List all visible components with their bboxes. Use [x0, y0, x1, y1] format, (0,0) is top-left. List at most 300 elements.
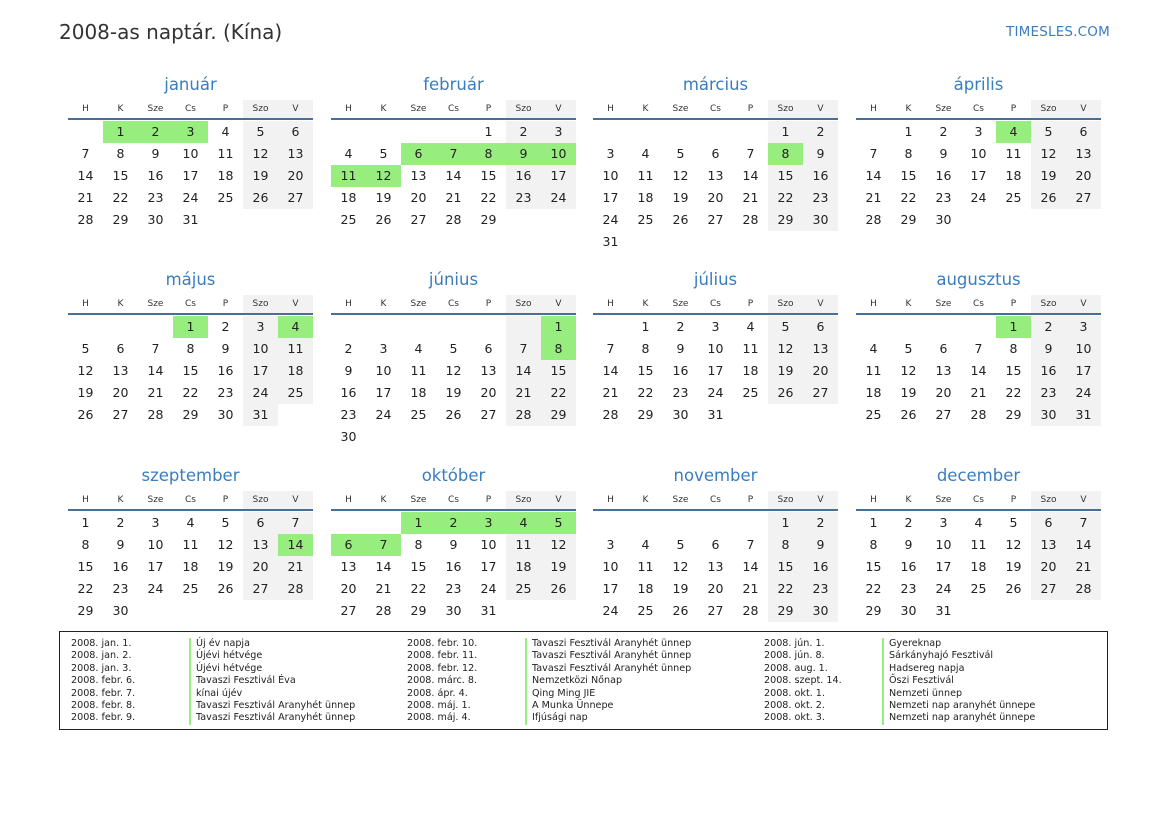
month-name: szeptember [141, 466, 240, 485]
day-cell: 25 [637, 603, 654, 618]
day-cell: 9 [116, 537, 125, 552]
weekday-label: K [642, 299, 649, 309]
day-cell: 8 [81, 537, 90, 552]
day-cell: 18 [217, 168, 234, 183]
legend-item [764, 638, 1035, 650]
day-cell: 6 [803, 316, 838, 338]
day-cell: 10 [147, 537, 164, 552]
day-cell: 6 [1031, 512, 1066, 534]
legend-item [764, 650, 1035, 662]
empty-cell [471, 426, 506, 448]
day-cell: 13 [707, 559, 724, 574]
day-cell: 2 [436, 512, 471, 534]
day-cell: 4 [869, 341, 878, 356]
day-cell: 30 [112, 603, 129, 618]
holiday-name: A Munka Ünnepe [525, 700, 613, 712]
holiday-date: 2008. jún. 8. [764, 650, 825, 662]
month-12 [856, 461, 1101, 622]
day-cell: 5 [1009, 515, 1018, 530]
weekday-label: Sze [935, 495, 952, 505]
day-cell: 30 [1031, 404, 1066, 426]
day-cell: 24 [935, 581, 952, 596]
weekday-header [331, 100, 576, 120]
day-cell: 31 [182, 212, 199, 227]
empty-cell [1066, 209, 1101, 231]
day-cell: 19 [541, 556, 576, 578]
day-cell: 20 [480, 385, 497, 400]
day-cell: 5 [676, 146, 685, 161]
weekday-label: K [905, 495, 912, 505]
month-name: május [165, 270, 216, 289]
day-cell: 14 [77, 168, 94, 183]
day-cell: 12 [77, 363, 94, 378]
day-cell: 23 [340, 407, 357, 422]
empty-cell [628, 121, 663, 143]
day-cell: 2 [506, 121, 541, 143]
month-name: november [673, 466, 758, 485]
weekday-header [331, 491, 576, 511]
day-cell: 17 [602, 581, 619, 596]
day-cell: 3 [606, 537, 615, 552]
day-cell: 15 [1005, 363, 1022, 378]
day-cell: 19 [900, 385, 917, 400]
day-cell: 25 [865, 407, 882, 422]
empty-cell [243, 209, 278, 231]
weekday-label: Sze [147, 104, 164, 114]
day-cell: 23 [1031, 382, 1066, 404]
legend-column [71, 638, 355, 725]
day-cell: 17 [935, 559, 952, 574]
day-cell: 24 [602, 603, 619, 618]
day-cell: 24 [375, 407, 392, 422]
day-cell: 23 [935, 190, 952, 205]
day-cell: 10 [541, 143, 576, 165]
empty-cell [926, 316, 961, 338]
day-cell: 12 [768, 338, 803, 360]
day-cell: 19 [243, 165, 278, 187]
empty-cell [891, 316, 926, 338]
day-cell: 27 [707, 212, 724, 227]
holiday-date: 2008. ápr. 4. [407, 687, 468, 699]
weekday-label: Szo [1031, 100, 1066, 118]
day-cell: 2 [676, 319, 685, 334]
day-cell: 19 [672, 190, 689, 205]
day-cell: 22 [182, 385, 199, 400]
day-cell: 29 [112, 212, 129, 227]
day-cell: 26 [541, 578, 576, 600]
day-cell: 1 [484, 124, 493, 139]
day-cell: 16 [1031, 360, 1066, 382]
weekday-header [593, 295, 838, 315]
day-cell: 23 [672, 385, 689, 400]
holiday-date: 2008. aug. 1. [764, 662, 828, 674]
weekday-label: K [642, 104, 649, 114]
day-grid [68, 316, 313, 426]
weekday-label: Szo [768, 295, 803, 313]
day-cell: 3 [1066, 316, 1101, 338]
holiday-date: 2008. febr. 12. [407, 662, 478, 674]
day-cell: 2 [939, 124, 948, 139]
holiday-date: 2008. febr. 10. [407, 638, 478, 649]
day-cell: 28 [77, 212, 94, 227]
day-cell: 5 [379, 146, 388, 161]
day-cell: 19 [672, 581, 689, 596]
day-cell: 7 [506, 338, 541, 360]
weekday-label: K [905, 104, 912, 114]
day-cell: 20 [803, 360, 838, 382]
day-cell: 7 [151, 341, 160, 356]
day-cell: 6 [278, 121, 313, 143]
weekday-label: V [541, 100, 576, 118]
day-cell: 13 [243, 534, 278, 556]
weekday-label: Cs [448, 299, 459, 309]
weekday-label: P [1010, 495, 1017, 505]
weekday-label: K [380, 104, 387, 114]
weekday-label: K [117, 104, 124, 114]
day-cell: 4 [974, 515, 983, 530]
empty-cell [278, 404, 313, 426]
empty-cell [331, 121, 366, 143]
weekday-label: Cs [185, 104, 196, 114]
empty-cell [401, 121, 436, 143]
weekday-label: P [222, 495, 229, 505]
day-cell: 9 [803, 143, 838, 165]
holiday-name: Nemzeti ünnep [882, 688, 962, 700]
day-cell: 23 [445, 581, 462, 596]
weekday-label: K [380, 299, 387, 309]
weekday-label: P [222, 299, 229, 309]
day-cell: 24 [1066, 382, 1101, 404]
day-cell: 6 [401, 143, 436, 165]
day-cell: 16 [506, 165, 541, 187]
day-cell: 4 [506, 512, 541, 534]
holiday-name: Őszi Fesztivál [882, 675, 954, 687]
empty-cell [506, 209, 541, 231]
day-cell: 22 [768, 187, 803, 209]
day-cell: 30 [900, 603, 917, 618]
legend-item [71, 650, 355, 662]
day-cell: 21 [77, 190, 94, 205]
day-cell: 14 [375, 559, 392, 574]
day-grid [68, 512, 313, 622]
day-cell: 12 [672, 559, 689, 574]
day-cell: 17 [480, 559, 497, 574]
day-cell: 1 [996, 316, 1031, 338]
legend-item [71, 712, 355, 724]
empty-cell [856, 316, 891, 338]
legend-item [407, 650, 691, 662]
day-cell: 20 [112, 385, 129, 400]
day-cell: 23 [147, 190, 164, 205]
day-cell: 15 [480, 168, 497, 183]
day-cell: 17 [970, 168, 987, 183]
weekday-label: Sze [410, 104, 427, 114]
day-cell: 4 [344, 146, 353, 161]
day-cell: 28 [865, 212, 882, 227]
holiday-name: Újévi hétvége [189, 663, 262, 675]
weekday-label: H [345, 104, 352, 114]
page-title: 2008-as naptár. (Kína) [59, 20, 283, 44]
weekday-label: Cs [710, 104, 721, 114]
day-cell: 15 [541, 360, 576, 382]
day-cell: 17 [243, 360, 278, 382]
day-grid [331, 316, 576, 448]
holiday-date: 2008. febr. 8. [71, 699, 136, 711]
legend-item [407, 700, 691, 712]
day-cell: 21 [742, 190, 759, 205]
legend-item [407, 688, 691, 700]
weekday-label: H [607, 299, 614, 309]
empty-cell [471, 316, 506, 338]
month-1 [68, 70, 313, 231]
empty-cell [243, 600, 278, 622]
day-cell: 7 [81, 146, 90, 161]
day-cell: 11 [970, 537, 987, 552]
day-cell: 30 [217, 407, 234, 422]
day-cell: 28 [1066, 578, 1101, 600]
day-cell: 20 [1066, 165, 1101, 187]
day-cell: 24 [541, 187, 576, 209]
day-cell: 21 [147, 385, 164, 400]
weekday-label: Szo [1031, 295, 1066, 313]
weekday-label: Szo [1031, 491, 1066, 509]
weekday-label: H [82, 495, 89, 505]
weekday-label: H [82, 104, 89, 114]
day-cell: 11 [217, 146, 234, 161]
day-cell: 16 [340, 385, 357, 400]
legend-item [71, 663, 355, 675]
day-cell: 9 [449, 537, 458, 552]
day-cell: 21 [375, 581, 392, 596]
day-cell: 4 [641, 537, 650, 552]
day-cell: 27 [410, 212, 427, 227]
empty-cell [698, 231, 733, 253]
day-cell: 22 [410, 581, 427, 596]
day-cell: 17 [602, 190, 619, 205]
weekday-label: H [607, 104, 614, 114]
holiday-legend [59, 631, 1108, 730]
day-cell: 25 [217, 190, 234, 205]
site-logo-link[interactable]: TIMESLES.COM [1006, 24, 1110, 40]
weekday-label: P [747, 299, 754, 309]
empty-cell [663, 512, 698, 534]
day-cell: 26 [1031, 187, 1066, 209]
day-cell: 24 [480, 581, 497, 596]
month-name: március [682, 75, 749, 94]
day-cell: 6 [243, 512, 278, 534]
day-cell: 16 [803, 165, 838, 187]
day-grid [593, 316, 838, 426]
day-cell: 26 [375, 212, 392, 227]
day-cell: 30 [445, 603, 462, 618]
day-cell: 8 [641, 341, 650, 356]
day-cell: 5 [1031, 121, 1066, 143]
legend-item [407, 712, 691, 724]
legend-column [764, 638, 1035, 725]
day-cell: 28 [506, 404, 541, 426]
day-cell: 23 [112, 581, 129, 596]
day-cell: 24 [970, 190, 987, 205]
day-cell: 7 [278, 512, 313, 534]
holiday-name: Új év napja [189, 638, 250, 650]
empty-cell [803, 231, 838, 253]
day-cell: 24 [182, 190, 199, 205]
day-cell: 9 [344, 363, 353, 378]
holiday-name: Tavaszi Fesztivál Éva [189, 675, 296, 687]
day-cell: 22 [541, 382, 576, 404]
day-cell: 7 [746, 146, 755, 161]
day-cell: 14 [147, 363, 164, 378]
weekday-label: Sze [935, 104, 952, 114]
weekday-label: Cs [973, 495, 984, 505]
weekday-header [68, 295, 313, 315]
weekday-label: Cs [448, 104, 459, 114]
day-cell: 6 [711, 146, 720, 161]
empty-cell [401, 426, 436, 448]
weekday-header [856, 491, 1101, 511]
day-cell: 10 [480, 537, 497, 552]
empty-cell [506, 316, 541, 338]
empty-cell [401, 316, 436, 338]
day-cell: 23 [803, 187, 838, 209]
day-cell: 24 [243, 382, 278, 404]
empty-cell [1066, 600, 1101, 622]
legend-item [764, 700, 1035, 712]
day-cell: 29 [410, 603, 427, 618]
empty-cell [366, 121, 401, 143]
empty-cell [541, 426, 576, 448]
day-cell: 26 [672, 603, 689, 618]
weekday-header [593, 491, 838, 511]
holiday-name: Tavaszi Fesztivál Aranyhét ünnep [525, 638, 691, 650]
day-cell: 18 [278, 360, 313, 382]
day-cell: 5 [221, 515, 230, 530]
month-3 [593, 70, 838, 253]
day-cell: 19 [375, 190, 392, 205]
day-cell: 26 [217, 581, 234, 596]
day-cell: 16 [217, 363, 234, 378]
day-cell: 22 [1005, 385, 1022, 400]
day-cell: 7 [366, 534, 401, 556]
day-cell: 26 [1005, 581, 1022, 596]
day-cell: 28 [742, 603, 759, 618]
day-cell: 25 [410, 407, 427, 422]
weekday-header [856, 100, 1101, 120]
weekday-label: Sze [672, 299, 689, 309]
weekday-label: V [278, 100, 313, 118]
weekday-label: H [607, 495, 614, 505]
day-grid [593, 121, 838, 253]
day-cell: 18 [742, 363, 759, 378]
day-cell: 19 [768, 360, 803, 382]
day-cell: 12 [1031, 143, 1066, 165]
day-cell: 14 [742, 559, 759, 574]
day-cell: 3 [379, 341, 388, 356]
day-cell: 18 [637, 581, 654, 596]
day-cell: 10 [970, 146, 987, 161]
weekday-header [856, 295, 1101, 315]
empty-cell [698, 512, 733, 534]
day-cell: 29 [77, 603, 94, 618]
day-cell: 21 [506, 382, 541, 404]
empty-cell [68, 316, 103, 338]
day-cell: 27 [935, 407, 952, 422]
holiday-name: Hadsereg napja [882, 663, 964, 675]
day-cell: 13 [278, 143, 313, 165]
day-cell: 16 [935, 168, 952, 183]
holiday-name: Újévi hétvége [189, 650, 262, 662]
weekday-label: Cs [185, 299, 196, 309]
day-cell: 7 [869, 146, 878, 161]
day-cell: 14 [602, 363, 619, 378]
day-cell: 11 [865, 363, 882, 378]
day-cell: 3 [243, 316, 278, 338]
empty-cell [803, 404, 838, 426]
month-2 [331, 70, 576, 231]
holiday-name: Ifjúsági nap [525, 712, 588, 724]
holiday-date: 2008. szept. 14. [764, 675, 842, 687]
day-cell: 1 [768, 121, 803, 143]
day-cell: 18 [182, 559, 199, 574]
day-cell: 1 [103, 121, 138, 143]
day-cell: 1 [541, 316, 576, 338]
day-cell: 2 [221, 319, 230, 334]
day-cell: 2 [803, 512, 838, 534]
day-cell: 2 [1031, 316, 1066, 338]
legend-column [407, 638, 691, 725]
day-cell: 21 [865, 190, 882, 205]
day-cell: 6 [116, 341, 125, 356]
empty-cell [366, 512, 401, 534]
weekday-label: H [870, 299, 877, 309]
weekday-label: Cs [448, 495, 459, 505]
empty-cell [366, 426, 401, 448]
weekday-header [331, 295, 576, 315]
day-cell: 2 [116, 515, 125, 530]
legend-item [764, 712, 1035, 724]
day-cell: 8 [471, 143, 506, 165]
empty-cell [138, 316, 173, 338]
day-cell: 10 [182, 146, 199, 161]
day-cell: 13 [707, 168, 724, 183]
day-cell: 1 [641, 319, 650, 334]
day-cell: 25 [1005, 190, 1022, 205]
holiday-date: 2008. jún. 1. [764, 638, 825, 649]
empty-cell [996, 209, 1031, 231]
day-cell: 26 [900, 407, 917, 422]
day-grid [593, 512, 838, 622]
legend-item [71, 700, 355, 712]
day-cell: 17 [147, 559, 164, 574]
day-grid [331, 512, 576, 622]
day-cell: 12 [445, 363, 462, 378]
empty-cell [278, 209, 313, 231]
day-cell: 11 [506, 534, 541, 556]
empty-cell [541, 600, 576, 622]
month-name: január [164, 75, 217, 94]
month-9 [68, 461, 313, 622]
day-cell: 25 [182, 581, 199, 596]
day-cell: 1 [904, 124, 913, 139]
day-cell: 6 [331, 534, 366, 556]
empty-cell [208, 600, 243, 622]
day-cell: 7 [1066, 512, 1101, 534]
day-cell: 18 [410, 385, 427, 400]
day-cell: 23 [900, 581, 917, 596]
day-cell: 21 [1066, 556, 1101, 578]
day-cell: 12 [366, 165, 401, 187]
weekday-label: V [278, 295, 313, 313]
